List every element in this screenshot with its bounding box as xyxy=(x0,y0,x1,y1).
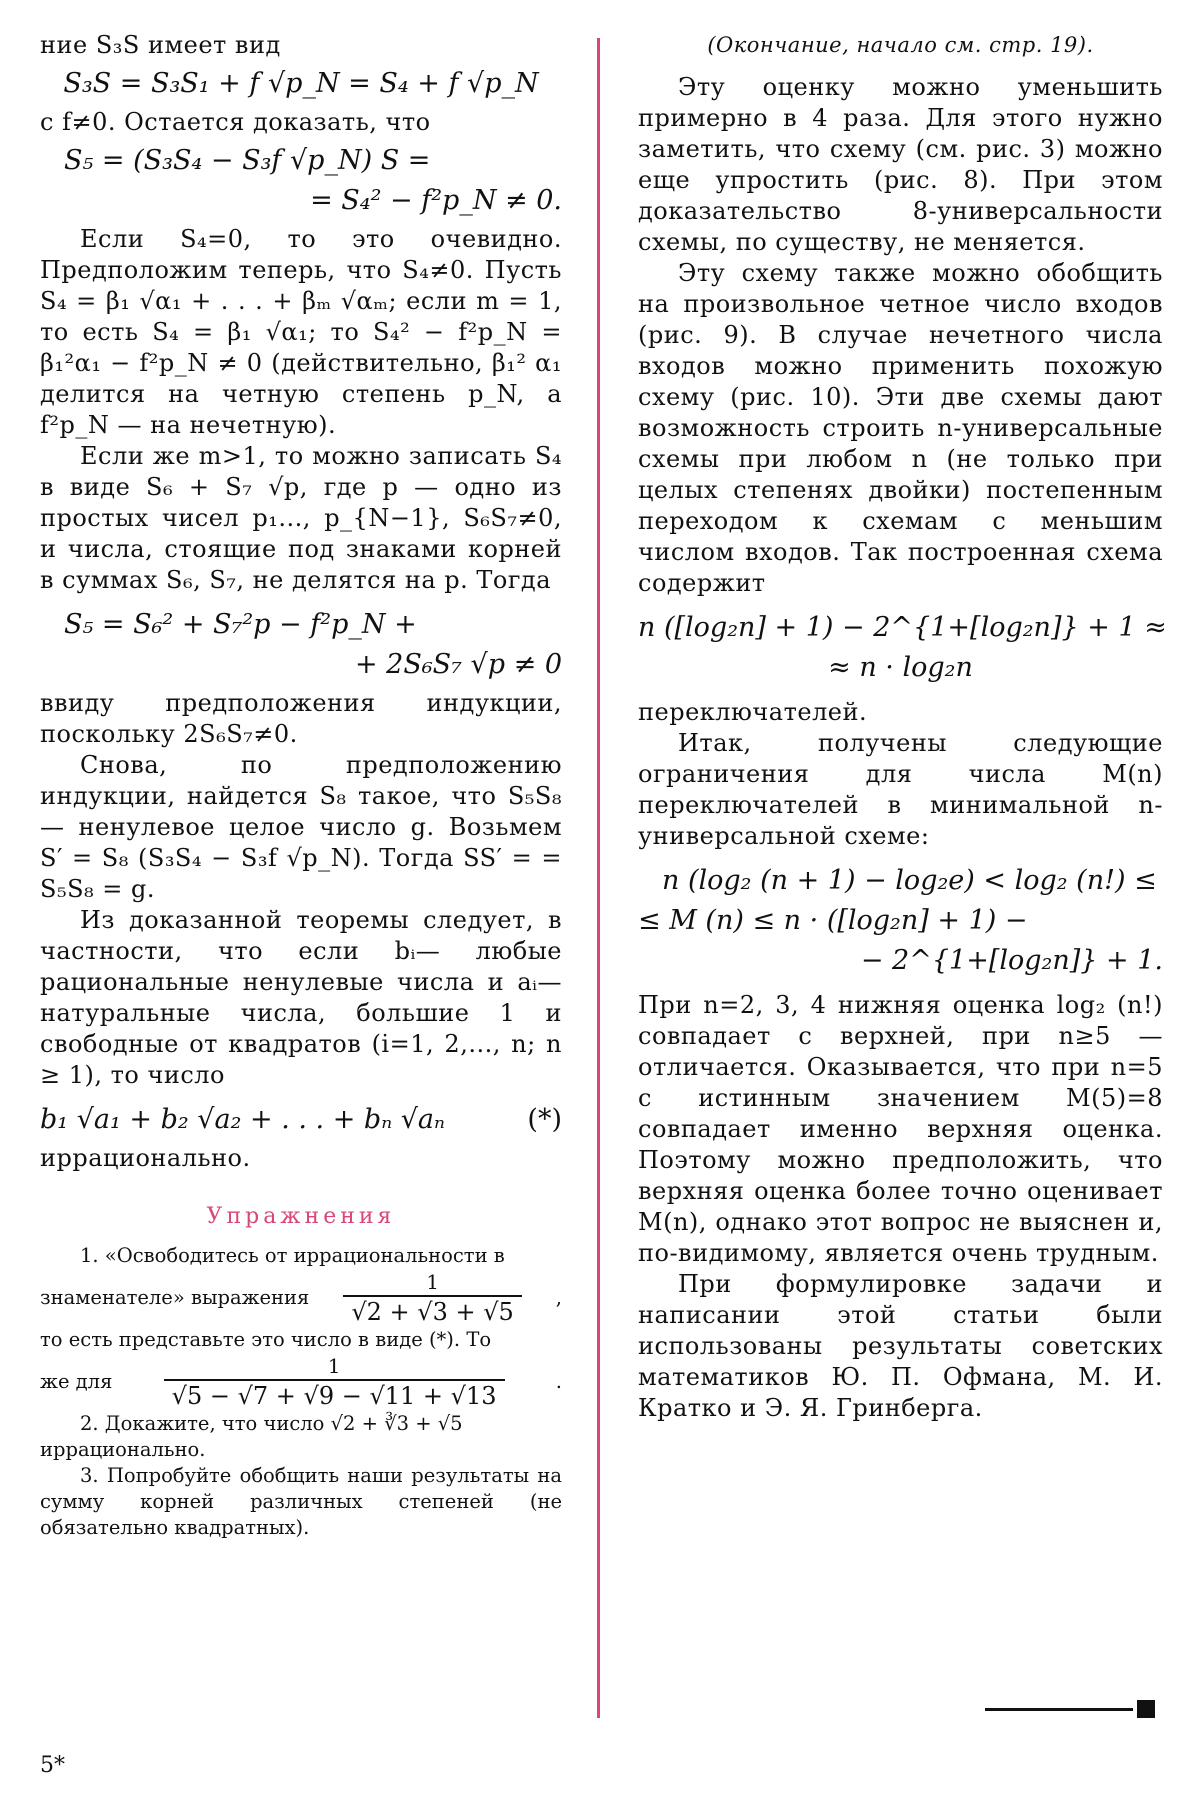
equation: + 2S₆S₇ √p ≠ 0 xyxy=(354,649,562,680)
fraction xyxy=(164,1353,505,1411)
equation: n ([log₂n] + 1) − 2^{1+[log₂n]} + 1 ≈ xyxy=(638,612,1167,643)
fraction-numerator: 1 xyxy=(327,1354,341,1378)
continuation-note: (Окончание, начало см. стр. 19). xyxy=(707,33,1094,57)
paragraph: иррационально. xyxy=(40,1144,251,1172)
equation: ≤ M (n) ≤ n · ([log₂n] + 1) − xyxy=(638,905,1028,936)
paragraph: При n=2, 3, 4 нижняя оценка log₂ (n!) совпадает с верхней, при n≥5 — отличается. Оказывается, что при n=5 с истинным значением M(5)=8 совпадает именно верхняя оценка. Поэтому можно предположить, что верхняя оценка более точно оценивает M(n), однако этот вопрос не выяснен и, по-видимому, является очень трудным. xyxy=(638,991,1163,1267)
exercise-2: 2. Докажите, что число √2 + ∛3 + √5 xyxy=(80,1412,463,1435)
equation: S₅ = S₆² + S₇²p − f²p_N + xyxy=(64,609,417,640)
fraction-numerator: 1 xyxy=(426,1270,439,1294)
paragraph: Если же m>1, то можно записать S₄ в виде S₆ + S₇ √p, где p — одно из простых чисел p₁..., p_{N−1}, S₆S₇≠0, и числа, стоящие под знаками корней в суммах S₆, S₇, не делятся на p. Тогда xyxy=(40,442,562,594)
end-rule xyxy=(985,1708,1133,1711)
paragraph: Эту схему также можно обобщить на произвольное четное число входов (рис. 9). В случае нечетного числа входов можно применить похожую схему (рис. 10). Эти две схемы дают возможность строить n-универсальные схемы при любом n (не только при целых степенях двойки) постепенным переходом к схемам с меньшим числом входов. Так построенная схема содержит xyxy=(638,259,1163,597)
paragraph: Если S₄=0, то это очевидно. Предположим теперь, что S₄≠0. Пусть S₄ = β₁ √α₁ + . . . + βₘ √αₘ; если m = 1, то есть S₄ = β₁ √α₁; то S₄² − f²p_N = β₁²α₁ − f²p_N ≠ 0 (действительно, β₁² α₁ делится на четную степень p_N, а f²p_N — на нечетную). xyxy=(40,225,562,439)
exercise-2: иррационально. xyxy=(40,1438,206,1461)
fraction xyxy=(343,1269,521,1327)
paragraph: Из доказанной теоремы следует, в частности, что если bᵢ— любые рациональные ненулевые числа и aᵢ— натуральные числа, большие 1 и свободные от квадратов (i=1, 2,..., n; n ≥ 1), то число xyxy=(40,906,562,1089)
paragraph: переключателей. xyxy=(638,698,868,726)
right-column xyxy=(638,0,1167,1424)
fraction-denominator: √5 − √7 + √9 − √11 + √13 xyxy=(164,1379,505,1411)
equation-tag: (*) xyxy=(527,1104,562,1135)
left-column xyxy=(40,0,562,1541)
paragraph: Эту оценку можно уменьшить примерно в 4 раза. Для этого нужно заметить, что схему (см. рис. 3) можно еще упростить (рис. 8). При этом доказательство 8-универсальности схемы, по существу, не меняется. xyxy=(638,73,1163,256)
paragraph: Итак, получены следующие ограничения для числа M(n) переключателей в минимальной n-универсальной схеме: xyxy=(638,729,1163,850)
equation: S₃S = S₃S₁ + f √p_N = S₄ + f √p_N xyxy=(63,68,539,99)
equation: S₅ = (S₃S₄ − S₃f √p_N) S = xyxy=(64,145,431,176)
equation: − 2^{1+[log₂n]} + 1. xyxy=(860,945,1163,976)
exercise-3: 3. Попробуйте обобщить наши результаты на сумму корней различных степеней (не обязательно квадратных). xyxy=(40,1464,562,1539)
paragraph: При формулировке задачи и написании этой статьи были использованы результаты советских математиков Ю. П. Офмана, М. И. Кратко и Э. Я. Гринберга. xyxy=(638,1270,1163,1422)
exercise-1-expression: знаменателе» выражения $\frac{1}{√2 + √3 + √5}$ , xyxy=(40,1270,562,1326)
exercise-text: же для xyxy=(40,1370,113,1393)
paragraph: с f≠0. Остается доказать, что xyxy=(40,108,431,136)
exercise-1-line: 1. «Освободитесь от иррациональности в xyxy=(80,1244,505,1267)
equation: b₁ √a₁ + b₂ √a₂ + . . . + bₙ √aₙ xyxy=(40,1104,445,1135)
exercises-title: Упражнения xyxy=(206,1204,396,1229)
paragraph: ние S₃S имеет вид xyxy=(40,31,281,59)
paragraph: Снова, по предположению индукции, найдется S₈ такое, что S₅S₈— ненулевое целое число g. Возьмем S′ = S₈ (S₃S₄ − S₃f √p_N). Тогда SS′ = = S₅S₈ = g. xyxy=(40,751,562,903)
equation: = S₄² − f²p_N ≠ 0. xyxy=(310,185,562,216)
exercise-1-line: то есть представьте это число в виде (*). То xyxy=(40,1328,492,1351)
page-number: 5* xyxy=(40,1753,65,1778)
paragraph: ввиду предположения индукции, поскольку 2S₆S₇≠0. xyxy=(40,689,562,748)
end-of-article-mark xyxy=(985,1700,1155,1718)
exercise-1-expression-2: же для $\frac{1}{√5 - √7 + √9 - √11 + √13}$ . xyxy=(40,1354,562,1410)
column-divider xyxy=(597,38,600,1718)
equation: ≈ n · log₂n xyxy=(828,652,973,683)
equation-star xyxy=(40,1103,562,1137)
exercise-text: знаменателе» выражения xyxy=(40,1286,310,1309)
end-square-icon xyxy=(1137,1700,1155,1718)
equation: n (log₂ (n + 1) − log₂e) < log₂ (n!) ≤ xyxy=(662,865,1157,896)
fraction-denominator: √2 + √3 + √5 xyxy=(343,1295,521,1327)
